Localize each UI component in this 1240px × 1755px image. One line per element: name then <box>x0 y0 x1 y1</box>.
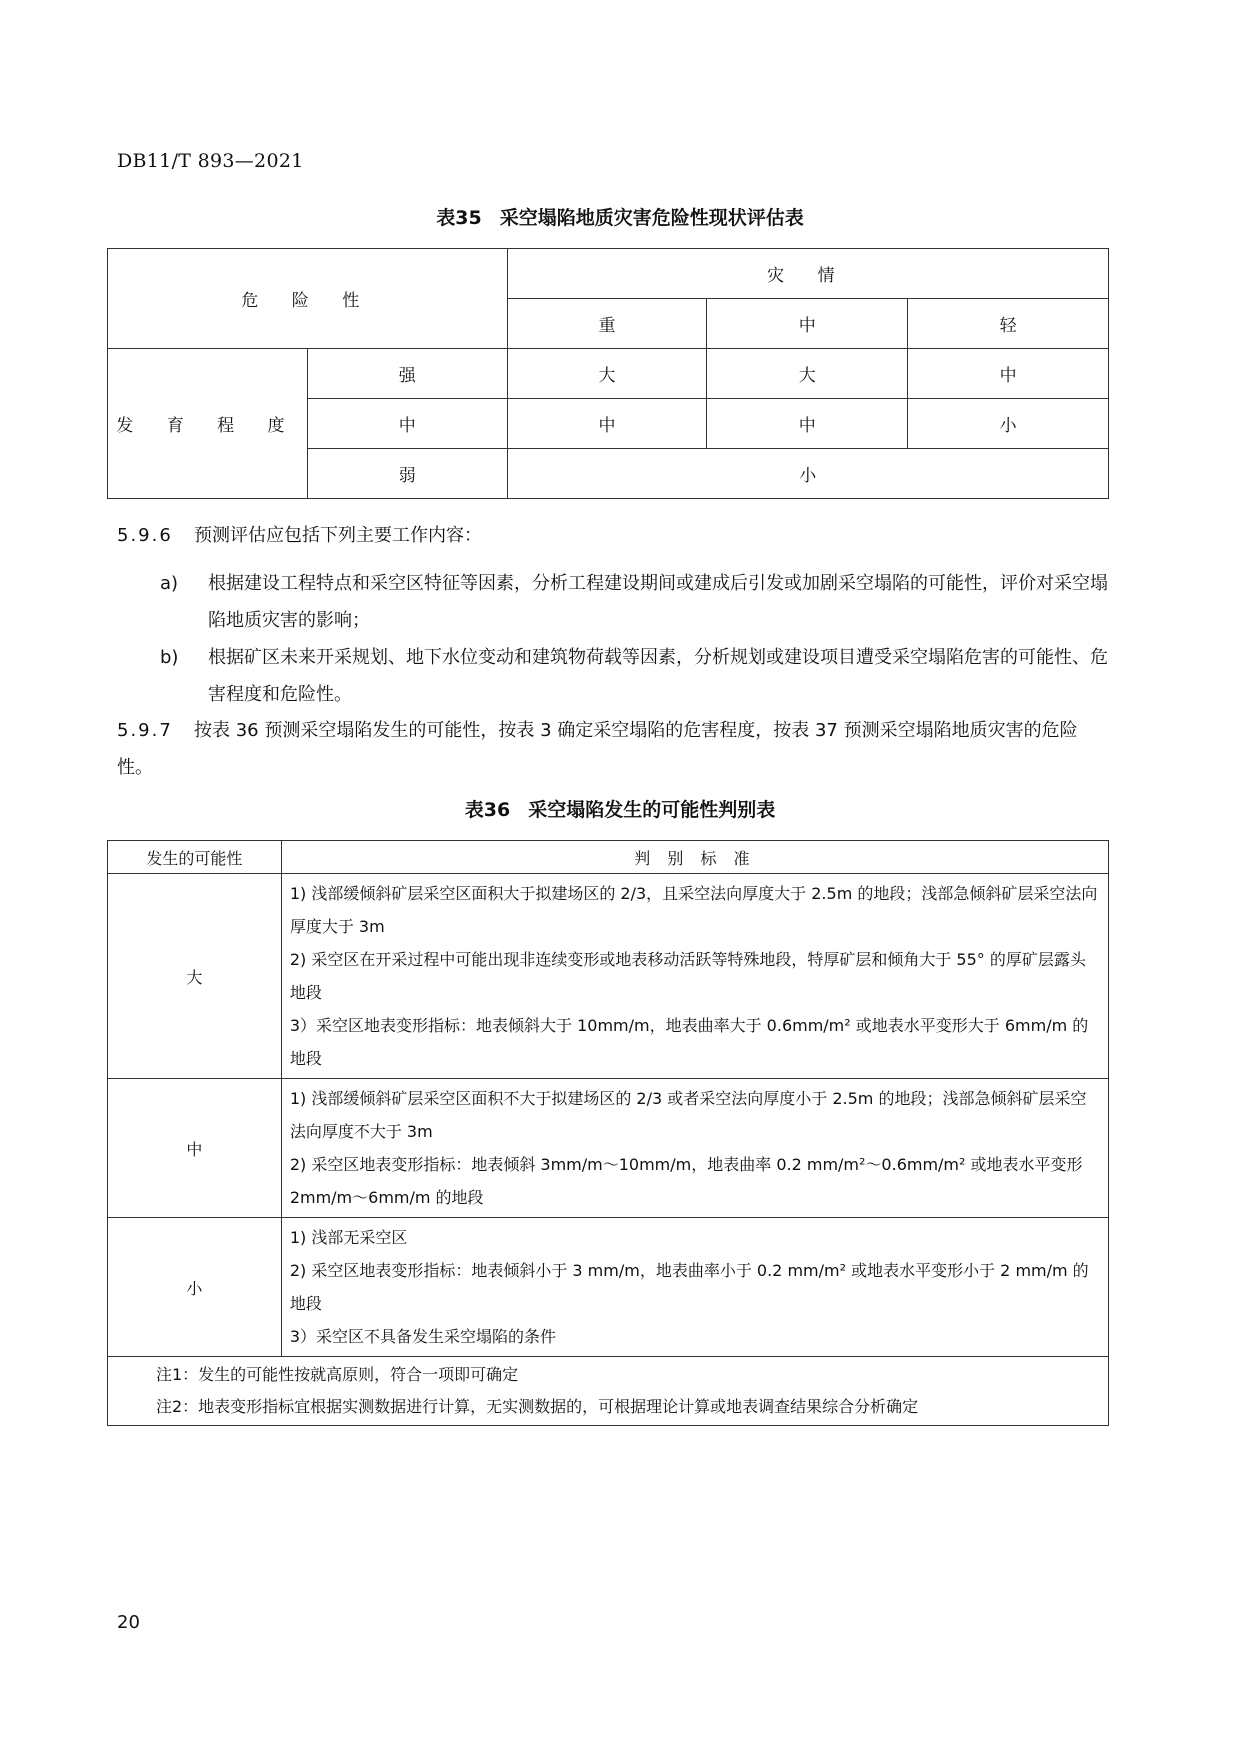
criterion: 2) 采空区地表变形指标：地表倾斜小于 3 mm/m，地表曲率小于 0.2 mm/m² 或地表水平变形小于 2 mm/m 的地段 <box>289 1261 1089 1313</box>
table-row <box>108 874 1109 1079</box>
table35-disaster-header: 灾 情 <box>507 249 1108 299</box>
table35-cell: 中 <box>507 399 707 449</box>
table36-col2-header: 判 别 标 准 <box>281 841 1108 874</box>
criterion: 1) 浅部缓倾斜矿层采空区面积大于拟建场区的 2/3，且采空法向厚度大于 2.5m 的地段；浅部急倾斜矿层采空法向厚度大于 3m <box>289 884 1098 936</box>
clause-number: 5.9.6 <box>117 525 173 546</box>
criterion: 1) 浅部无采空区 <box>289 1228 408 1247</box>
table35-disaster-level: 轻 <box>908 299 1109 349</box>
table36-notes-row <box>108 1357 1109 1426</box>
table-note: 注2：地表变形指标宜根据实测数据进行计算，无实测数据的，可根据理论计算或地表调查结果综合分析确定 <box>156 1397 919 1416</box>
list-item-text: 根据建设工程特点和采空区特征等因素，分析工程建设期间或建成后引发或加剧采空塌陷的可能性，评价对采空塌陷地质灾害的影响； <box>208 573 1108 631</box>
table35-cell: 小 <box>908 399 1109 449</box>
table35-disaster-level: 中 <box>707 299 908 349</box>
table35-cell-merged: 小 <box>507 449 1108 499</box>
table-note: 注1：发生的可能性按就高原则，符合一项即可确定 <box>156 1365 519 1384</box>
criterion: 3）采空区不具备发生采空塌陷的条件 <box>289 1327 556 1346</box>
clause-number: 5.9.7 <box>117 720 173 741</box>
clause-text: 按表 36 预测采空塌陷发生的可能性，按表 3 确定采空塌陷的危害程度，按表 37 预测采空塌陷地质灾害的危险性。 <box>117 720 1078 778</box>
page-number: 20 <box>117 1612 140 1633</box>
list-item-label: b) <box>160 647 179 668</box>
clause-5-9-7 <box>117 712 1107 786</box>
table36-col1-header: 发生的可能性 <box>108 841 282 874</box>
standard-code: DB11/T 893—2021 <box>117 150 304 172</box>
clause-text: 预测评估应包括下列主要工作内容： <box>194 525 482 546</box>
table36-caption <box>0 795 1240 822</box>
table35-disaster-level: 重 <box>507 299 707 349</box>
table36-likelihood: 大 <box>108 874 282 1079</box>
table36-caption-title: 采空塌陷发生的可能性判别表 <box>528 799 776 821</box>
table35-caption-title: 采空塌陷地质灾害危险性现状评估表 <box>499 207 804 229</box>
table35 <box>107 248 1109 499</box>
table35-dev-level: 中 <box>307 399 507 449</box>
table35-cell: 大 <box>507 349 707 399</box>
table36-caption-number: 表36 <box>464 799 511 821</box>
table35-caption-number: 表35 <box>436 207 482 229</box>
table35-development-header: 发 育 程 度 <box>108 349 308 499</box>
table35-caption <box>0 203 1240 230</box>
criterion: 1) 浅部缓倾斜矿层采空区面积不大于拟建场区的 2/3 或者采空法向厚度小于 2.5m 的地段；浅部急倾斜矿层采空法向厚度不大于 3m <box>289 1089 1087 1141</box>
table35-corner-header: 危 险 性 <box>108 249 508 349</box>
list-item-label: a) <box>160 573 179 594</box>
table36 <box>107 840 1109 1426</box>
table35-dev-level: 弱 <box>307 449 507 499</box>
table36-likelihood: 中 <box>108 1079 282 1218</box>
table35-cell: 中 <box>707 399 908 449</box>
clause-5-9-6 <box>117 517 482 554</box>
table35-cell: 中 <box>908 349 1109 399</box>
table36-criteria <box>281 1079 1108 1218</box>
list-item-text: 根据矿区未来开采规划、地下水位变动和建筑物荷载等因素，分析规划或建设项目遭受采空塌陷危害的可能性、危害程度和危险性。 <box>208 647 1108 705</box>
table-row <box>108 1079 1109 1218</box>
table-row <box>108 1218 1109 1357</box>
list-item <box>160 639 1110 713</box>
table35-dev-level: 强 <box>307 349 507 399</box>
table-row <box>108 349 1109 399</box>
criterion: 2) 采空区在开采过程中可能出现非连续变形或地表移动活跃等特殊地段，特厚矿层和倾角大于 55° 的厚矿层露头地段 <box>289 950 1086 1002</box>
table36-criteria <box>281 1218 1108 1357</box>
criterion: 2) 采空区地表变形指标：地表倾斜 3mm/m～10mm/m，地表曲率 0.2 mm/m²～0.6mm/m² 或地表水平变形 2mm/m～6mm/m 的地段 <box>289 1155 1083 1207</box>
table36-likelihood: 小 <box>108 1218 282 1357</box>
table36-notes <box>108 1357 1109 1426</box>
table36-criteria <box>281 874 1108 1079</box>
table35-cell: 大 <box>707 349 908 399</box>
criterion: 3）采空区地表变形指标：地表倾斜大于 10mm/m，地表曲率大于 0.6mm/m² 或地表水平变形大于 6mm/m 的地段 <box>289 1016 1089 1068</box>
list-item <box>160 565 1110 639</box>
